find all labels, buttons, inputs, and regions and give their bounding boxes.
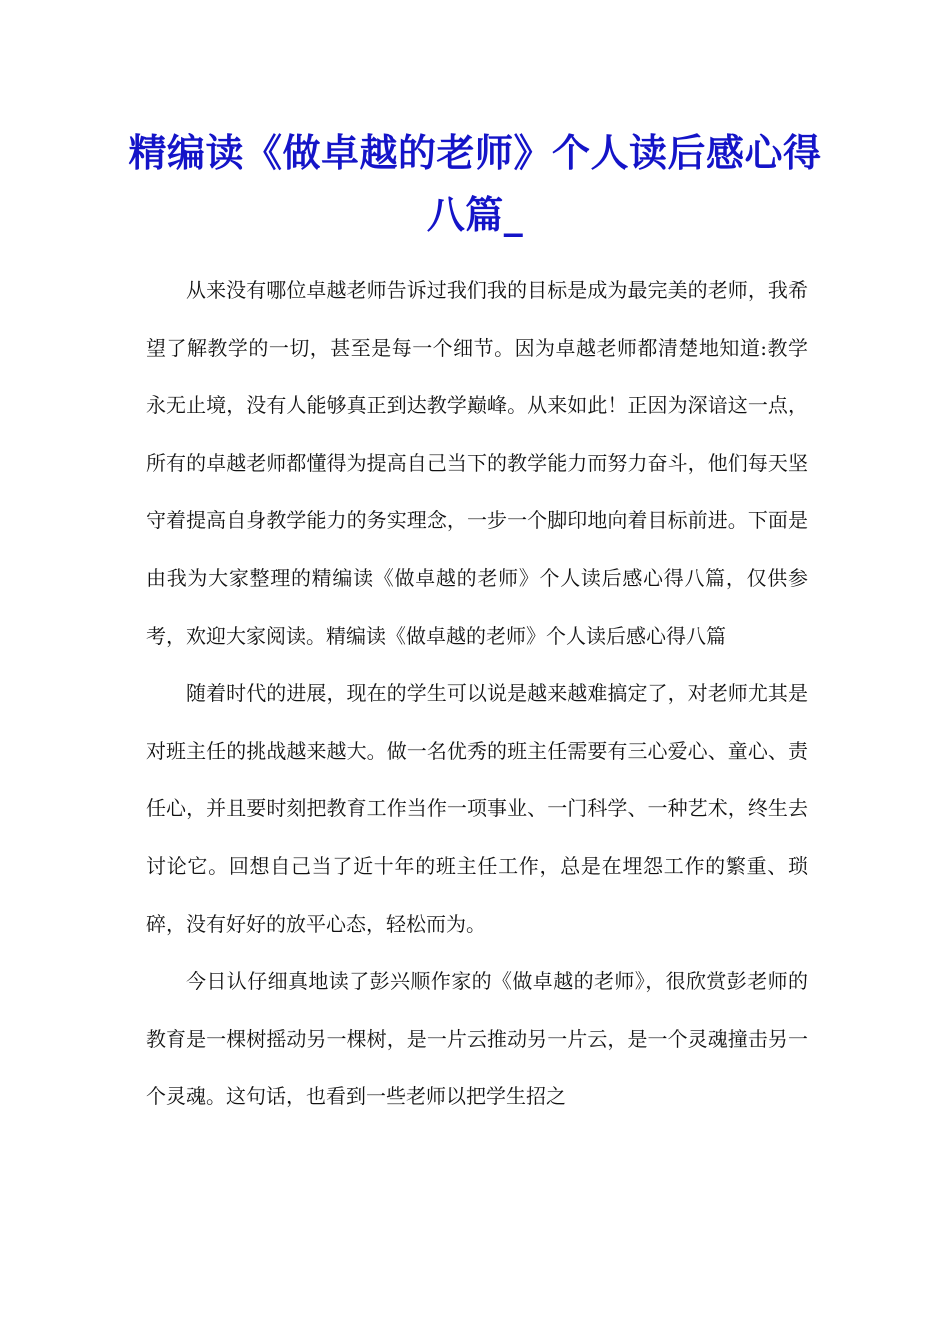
document-title: 精编读《做卓越的老师》个人读后感心得八篇_ (128, 130, 822, 237)
paragraph-1: 从来没有哪位卓越老师告诉过我们我的目标是成为最完美的老师，我希望了解教学的一切，甚至是每一个细节。因为卓越老师都清楚地知道:教学永无止境，没有人能够真正到达教学巅峰。从来如此！正因为深谙这一点，所有的卓越老师都懂得为提高自己当下的教学能力而努力奋斗，他们每天坚守着提高自身教学能力的务实理念，一步一个脚印地向着目标前进。下面是由我为大家整理的精编读《做卓越的老师》个人读后感心得八篇，仅供参考，欢迎大家阅读。精编读《做卓越的老师》个人读后感心得八篇 (146, 278, 808, 648)
paragraph-2: 随着时代的进展，现在的学生可以说是越来越难搞定了，对老师尤其是对班主任的挑战越来越大。做一名优秀的班主任需要有三心爱心、童心、责任心，并且要时刻把教育工作当作一项事业、一门科学、一种艺术，终生去讨论它。回想自己当了近十年的班主任工作，总是在埋怨工作的繁重、琐碎，没有好好的放平心态，轻松而为。 (146, 681, 808, 936)
document-body (146, 262, 808, 1126)
paragraph-3: 今日认仔细真地读了彭兴顺作家的《做卓越的老师》，很欣赏彭老师的 教育是一棵树摇动另一棵树，是一片云推动另一片云，是一个灵魂撞击另一个灵魂。这句话，也看到一些老师以把学生招之 (146, 969, 808, 1109)
